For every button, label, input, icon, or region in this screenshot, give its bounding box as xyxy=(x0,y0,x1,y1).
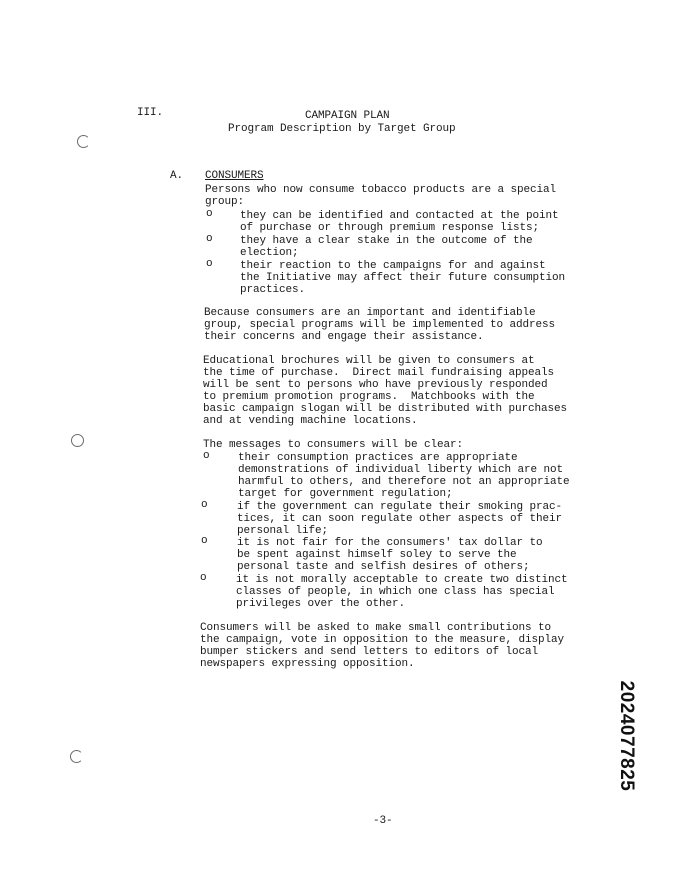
document-id: 2024077825 xyxy=(616,680,637,792)
intro-line: Persons who now consume tobacco products are a special xyxy=(205,184,557,196)
binder-hole-middle-icon xyxy=(71,434,84,447)
bullet-icon: o xyxy=(206,233,213,245)
bullet-icon: o xyxy=(201,535,208,547)
bullet-text: election; xyxy=(240,247,299,259)
paragraph-line: basic campaign slogan will be distributed with purchases xyxy=(203,403,568,415)
binder-hole-bottom-icon xyxy=(70,750,83,763)
paragraph-line: group, special programs will be implemented to address xyxy=(204,319,556,331)
messages-intro: The messages to consumers will be clear: xyxy=(203,439,464,451)
bullet-text: classes of people, in which one class has special xyxy=(236,586,555,598)
bullet-icon: o xyxy=(200,572,207,584)
bullet-text: target for government regulation; xyxy=(238,488,453,500)
bullet-text: if the government can regulate their smoking prac- xyxy=(237,501,563,513)
bullet-icon: o xyxy=(206,208,213,220)
section-heading: CONSUMERS xyxy=(205,170,264,182)
paragraph-line: the campaign, vote in opposition to the measure, display xyxy=(200,634,565,646)
bullet-text: harmful to others, and therefore not an appropriate xyxy=(238,476,570,488)
bullet-text: the Initiative may affect their future consumption xyxy=(240,272,566,284)
bullet-text: it is not morally acceptable to create two distinct xyxy=(236,574,568,586)
section-number: III. xyxy=(137,107,164,119)
bullet-text: they can be identified and contacted at the point xyxy=(240,210,559,222)
bullet-text: of purchase or through premium response lists; xyxy=(240,222,540,234)
bullet-text: personal taste and selfish desires of others; xyxy=(237,561,530,573)
paragraph-line: bumper stickers and send letters to editors of local xyxy=(200,646,539,658)
bullet-text: privileges over the other. xyxy=(236,598,406,610)
paragraph-line: the time of purchase. Direct mail fundraising appeals xyxy=(203,367,555,379)
paragraph-line: to premium promotion programs. Matchbooks with the xyxy=(203,391,535,403)
bullet-text: practices. xyxy=(240,284,306,296)
paragraph-line: their concerns and engage their assistance. xyxy=(204,331,484,343)
intro-line: group: xyxy=(205,196,245,208)
paragraph-line: Educational brochures will be given to consumers at xyxy=(203,355,535,367)
bullet-text: tices, it can soon regulate other aspects of their xyxy=(237,513,563,525)
bullet-text: they have a clear stake in the outcome of the xyxy=(240,235,533,247)
bullet-text: their reaction to the campaigns for and against xyxy=(240,260,546,272)
bullet-icon: o xyxy=(206,258,213,270)
bullet-text: demonstrations of individual liberty which are not xyxy=(238,464,564,476)
paragraph-line: and at vending machine locations. xyxy=(203,415,418,427)
bullet-text: personal life; xyxy=(237,525,329,537)
bullet-text: their consumption practices are appropriate xyxy=(238,452,518,464)
page-title: CAMPAIGN PLAN xyxy=(305,110,390,122)
section-letter: A. xyxy=(170,170,184,182)
bullet-icon: o xyxy=(203,450,210,462)
binder-hole-top-icon xyxy=(77,135,90,148)
page-subtitle: Program Description by Target Group xyxy=(228,123,456,135)
bullet-text: it is not fair for the consumers' tax dollar to xyxy=(237,537,543,549)
document-id-stamp xyxy=(616,676,636,796)
bullet-icon: o xyxy=(201,499,208,511)
paragraph-line: newspapers expressing opposition. xyxy=(200,658,415,670)
paragraph-line: will be sent to persons who have previously responded xyxy=(203,379,548,391)
bullet-text: be spent against himself soley to serve the xyxy=(237,549,517,561)
paragraph-line: Consumers will be asked to make small contributions to xyxy=(200,622,552,634)
page-number: -3- xyxy=(373,815,393,827)
paragraph-line: Because consumers are an important and identifiable xyxy=(204,307,536,319)
